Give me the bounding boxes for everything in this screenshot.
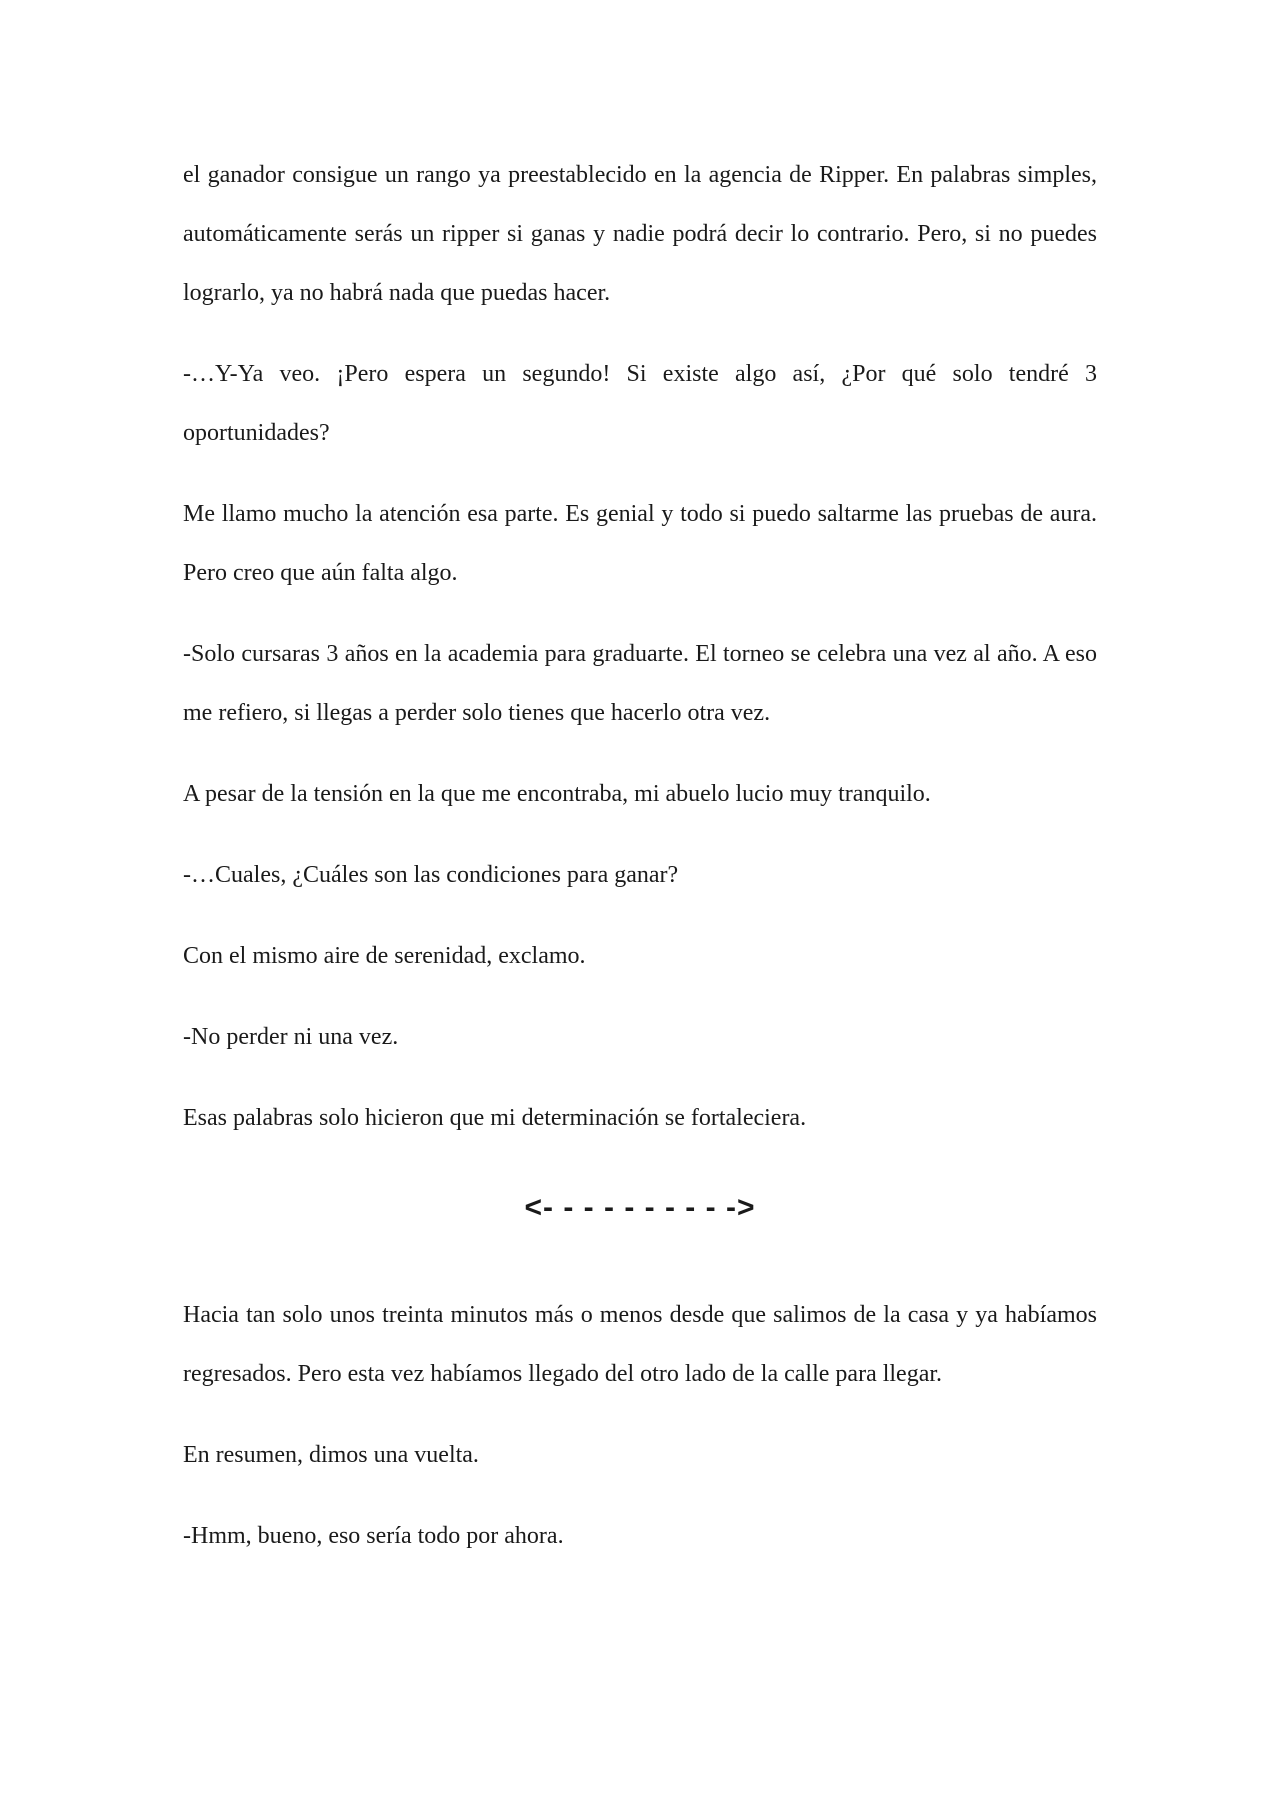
- paragraph: Hacia tan solo unos treinta minutos más o menos desde que salimos de la casa y ya habíamos regresados. Pero esta vez habíamos llegado del otro lado de la calle para llegar.: [183, 1302, 1097, 1387]
- paragraph: Me llamo mucho la atención esa parte. Es genial y todo si puedo saltarme las pruebas de aura. Pero creo que aún falta algo.: [183, 501, 1097, 586]
- paragraph: -Solo cursaras 3 años en la academia para graduarte. El torneo se celebra una vez al año. A eso me refiero, si llegas a perder solo tienes que hacerlo otra vez.: [183, 641, 1097, 726]
- document-page: [183, 146, 1097, 1588]
- scene-separator: <- - - - - - - - - ->: [524, 1191, 756, 1224]
- paragraph: A pesar de la tensión en la que me encontraba, mi abuelo lucio muy tranquilo.: [183, 781, 931, 807]
- paragraph: -…Cuales, ¿Cuáles son las condiciones para ganar?: [183, 862, 679, 888]
- paragraph: -…Y-Ya veo. ¡Pero espera un segundo! Si existe algo así, ¿Por qué solo tendré 3 oportunidades?: [183, 361, 1097, 446]
- paragraph: -Hmm, bueno, eso sería todo por ahora.: [183, 1523, 564, 1549]
- paragraph: -No perder ni una vez.: [183, 1024, 399, 1050]
- paragraph: el ganador consigue un rango ya preestablecido en la agencia de Ripper. En palabras simples, automáticamente serás un ripper si ganas y nadie podrá decir lo contrario. Pero, si no puedes lograrlo, ya no habrá nada que puedas hacer.: [183, 162, 1097, 306]
- paragraph: Con el mismo aire de serenidad, exclamo.: [183, 943, 586, 969]
- paragraph: Esas palabras solo hicieron que mi determinación se fortaleciera.: [183, 1105, 807, 1131]
- paragraph: En resumen, dimos una vuelta.: [183, 1442, 479, 1468]
